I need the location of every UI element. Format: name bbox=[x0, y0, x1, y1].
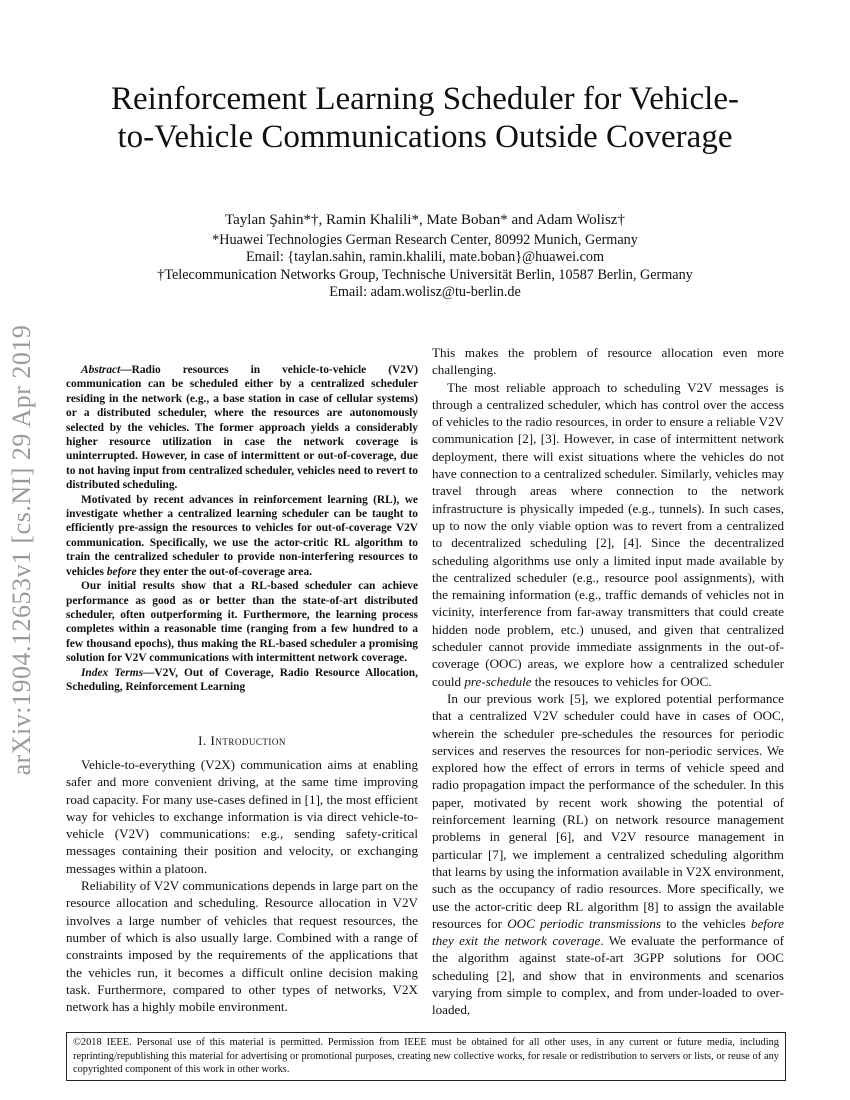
right-paragraph-1: The most reliable approach to scheduling V2V messages is through a centralized scheduler, which has control over the access of vehicles to the radio resources, in order to ensure a reliable V2V communication [2], [3]. However, in case of intermittent network deployment, there will exist situations where the vehicles do not have connection to a centralized scheduler. Similarly, vehicles may travel through areas where connection to the network infrastructure is physically impeded (e.g., tunnels). In such cases, up to now the only viable option was to revert from a centralized to decentralized scheduling [2], [4]. Since the decentralized scheduling algorithms use only a limited input made available by the centralized scheduler (e.g., resource pool assignments), with the remaining information (e.g., traffic demands of vehicles not in vicinity, interference from far-away transmitters that could create hidden node problem, etc.) unused, and given that centralized scheduler cannot provide immediate assignments in the out-of-coverage (OOC) areas, we explore how a centralized scheduler could pre-schedule the resouces to vehicles for OOC. bbox=[432, 379, 784, 689]
abstract-label: Abstract bbox=[81, 364, 121, 376]
arxiv-stamp bbox=[2, 300, 42, 800]
index-terms-label: Index Terms bbox=[81, 666, 143, 679]
author-names: Taylan Şahin*†, Ramin Khalili*, Mate Boban* and Adam Wolisz† bbox=[225, 212, 625, 228]
affiliation-2: †Telecommunication Networks Group, Technische Universität Berlin, 10587 Berlin, Germany bbox=[157, 266, 693, 283]
abstract-paragraph-3: Our initial results show that a RL-based scheduler can achieve performance as good as or better than the state-of-art distributed scheduler, often outperforming it. Furthermore, the learning process completes within a reasonable time (ranging from a few hundred to a few thousand epochs), thus making the RL-based scheduler a promising solution for V2V communications with intermittent network coverage. bbox=[66, 580, 418, 665]
section-title: Introduction bbox=[210, 733, 286, 748]
abstract-paragraph-2: Motivated by recent advances in reinforcement learning (RL), we investigate whether a centralized learning scheduler can be taught to efficiently pre-assign the resources to vehicles for out-of-coverage V2V communication. Specifically, we use the actor-critic RL algorithm to train the centralized scheduler to provide non-interfering resources to vehicles before they enter the out-of-coverage area. bbox=[66, 493, 418, 578]
intro-paragraph-2: Reliability of V2V communications depends in large part on the resource allocation and scheduling. Resource allocation in V2V involves a large number of vehicles that request resources, the number of which is also usually large. Combined with a range of constraints imposed by the requirements of the applications that the vehicles run, it becomes a difficult online decision making task. Furthermore, compared to other types of networks, V2X network has a highly mobile environment. bbox=[66, 878, 418, 1015]
index-terms: Index Terms—V2V, Out of Coverage, Radio Resource Allocation, Scheduling, Reinforcement Learning bbox=[66, 666, 418, 693]
author-block bbox=[100, 212, 750, 302]
right-paragraph-2: In our previous work [5], we explored potential performance that a centralized V2V scheduler could have in cases of OOC, wherein the scheduler pre-schedules the resources for periodic services and reserves the resources for non-periodic services. We explored how the effect of errors in terms of vehicle speed and radio propagation impact the performance of the scheduler. In this paper, motivated by recent work showing the potential of reinforcement learning (RL) on network resource management problems in general [6], and V2V resource management in particular [7], we implement a centralized scheduling algorithm that learns by using the information available in V2X environment, such as the occupancy of radio resources. More specifically, we use the actor-critic deep RL algorithm [8] to assign the available resources for OOC periodic transmissions to the vehicles before they exit the network coverage. We evaluate the performance of the algorithm against state-of-art 3GPP solutions for OOC scheduling [2], and show that in environments and scenarios varying from simple to complex, and from under-loaded to over-loaded, bbox=[432, 690, 785, 1018]
affiliation-1: *Huawei Technologies German Research Center, 80992 Munich, Germany bbox=[212, 231, 638, 248]
copyright-notice: ©2018 IEEE. Personal use of this material is permitted. Permission from IEEE must be obtained for all other uses, in any current or future media, including reprinting/republishing this material for advertising or promotional purposes, creating new collective works, for resale or redistribution to servers or lists, or reuse of any copyrighted component of this work in other works. bbox=[66, 1032, 786, 1081]
email-1: Email: {taylan.sahin, ramin.khalili, mate.boban}@huawei.com bbox=[245, 249, 605, 265]
abstract bbox=[66, 363, 418, 694]
left-column-body bbox=[66, 756, 418, 1015]
right-column-body bbox=[432, 344, 784, 1019]
intro-paragraph-1: Vehicle-to-everything (V2X) communication aims at enabling safer and more convenient driving, at the same time improving road capacity. For many use-cases defined in [1], the most efficient way for vehicles to exchange information is via direct vehicle-to-vehicle (V2V) communications: e.g., sending safety-critical messages containing their position and velocity, or exchanging messages within a platoon. bbox=[66, 757, 418, 876]
paper-title: Reinforcement Learning Scheduler for Vehicle-to-Vehicle Communications Outside Coverage bbox=[111, 81, 739, 155]
arxiv-stamp-text: arXiv:1904.12653v1 [cs.NI] 29 Apr 2019 bbox=[7, 324, 36, 776]
section-number: I. bbox=[198, 733, 207, 748]
abstract-paragraph-1: Abstract—Radio resources in vehicle-to-vehicle (V2V) communication can be scheduled either by a centralized scheduler residing in the network (e.g., a base station in case of cellular systems) or a distributed scheduler, where the resources are autonomously selected by the vehicles. The former approach yields a considerably higher resource utilization in case the network coverage is uninterrupted. However, in case of intermittent or out-of-coverage, due to not having input from centralized scheduler, vehicles need to revert to distributed scheduling. bbox=[66, 364, 418, 492]
right-paragraph-0: This makes the problem of resource allocation even more challenging. bbox=[432, 345, 784, 378]
section-heading-introduction bbox=[66, 733, 418, 749]
email-2: Email: adam.wolisz@tu-berlin.de bbox=[329, 284, 521, 300]
